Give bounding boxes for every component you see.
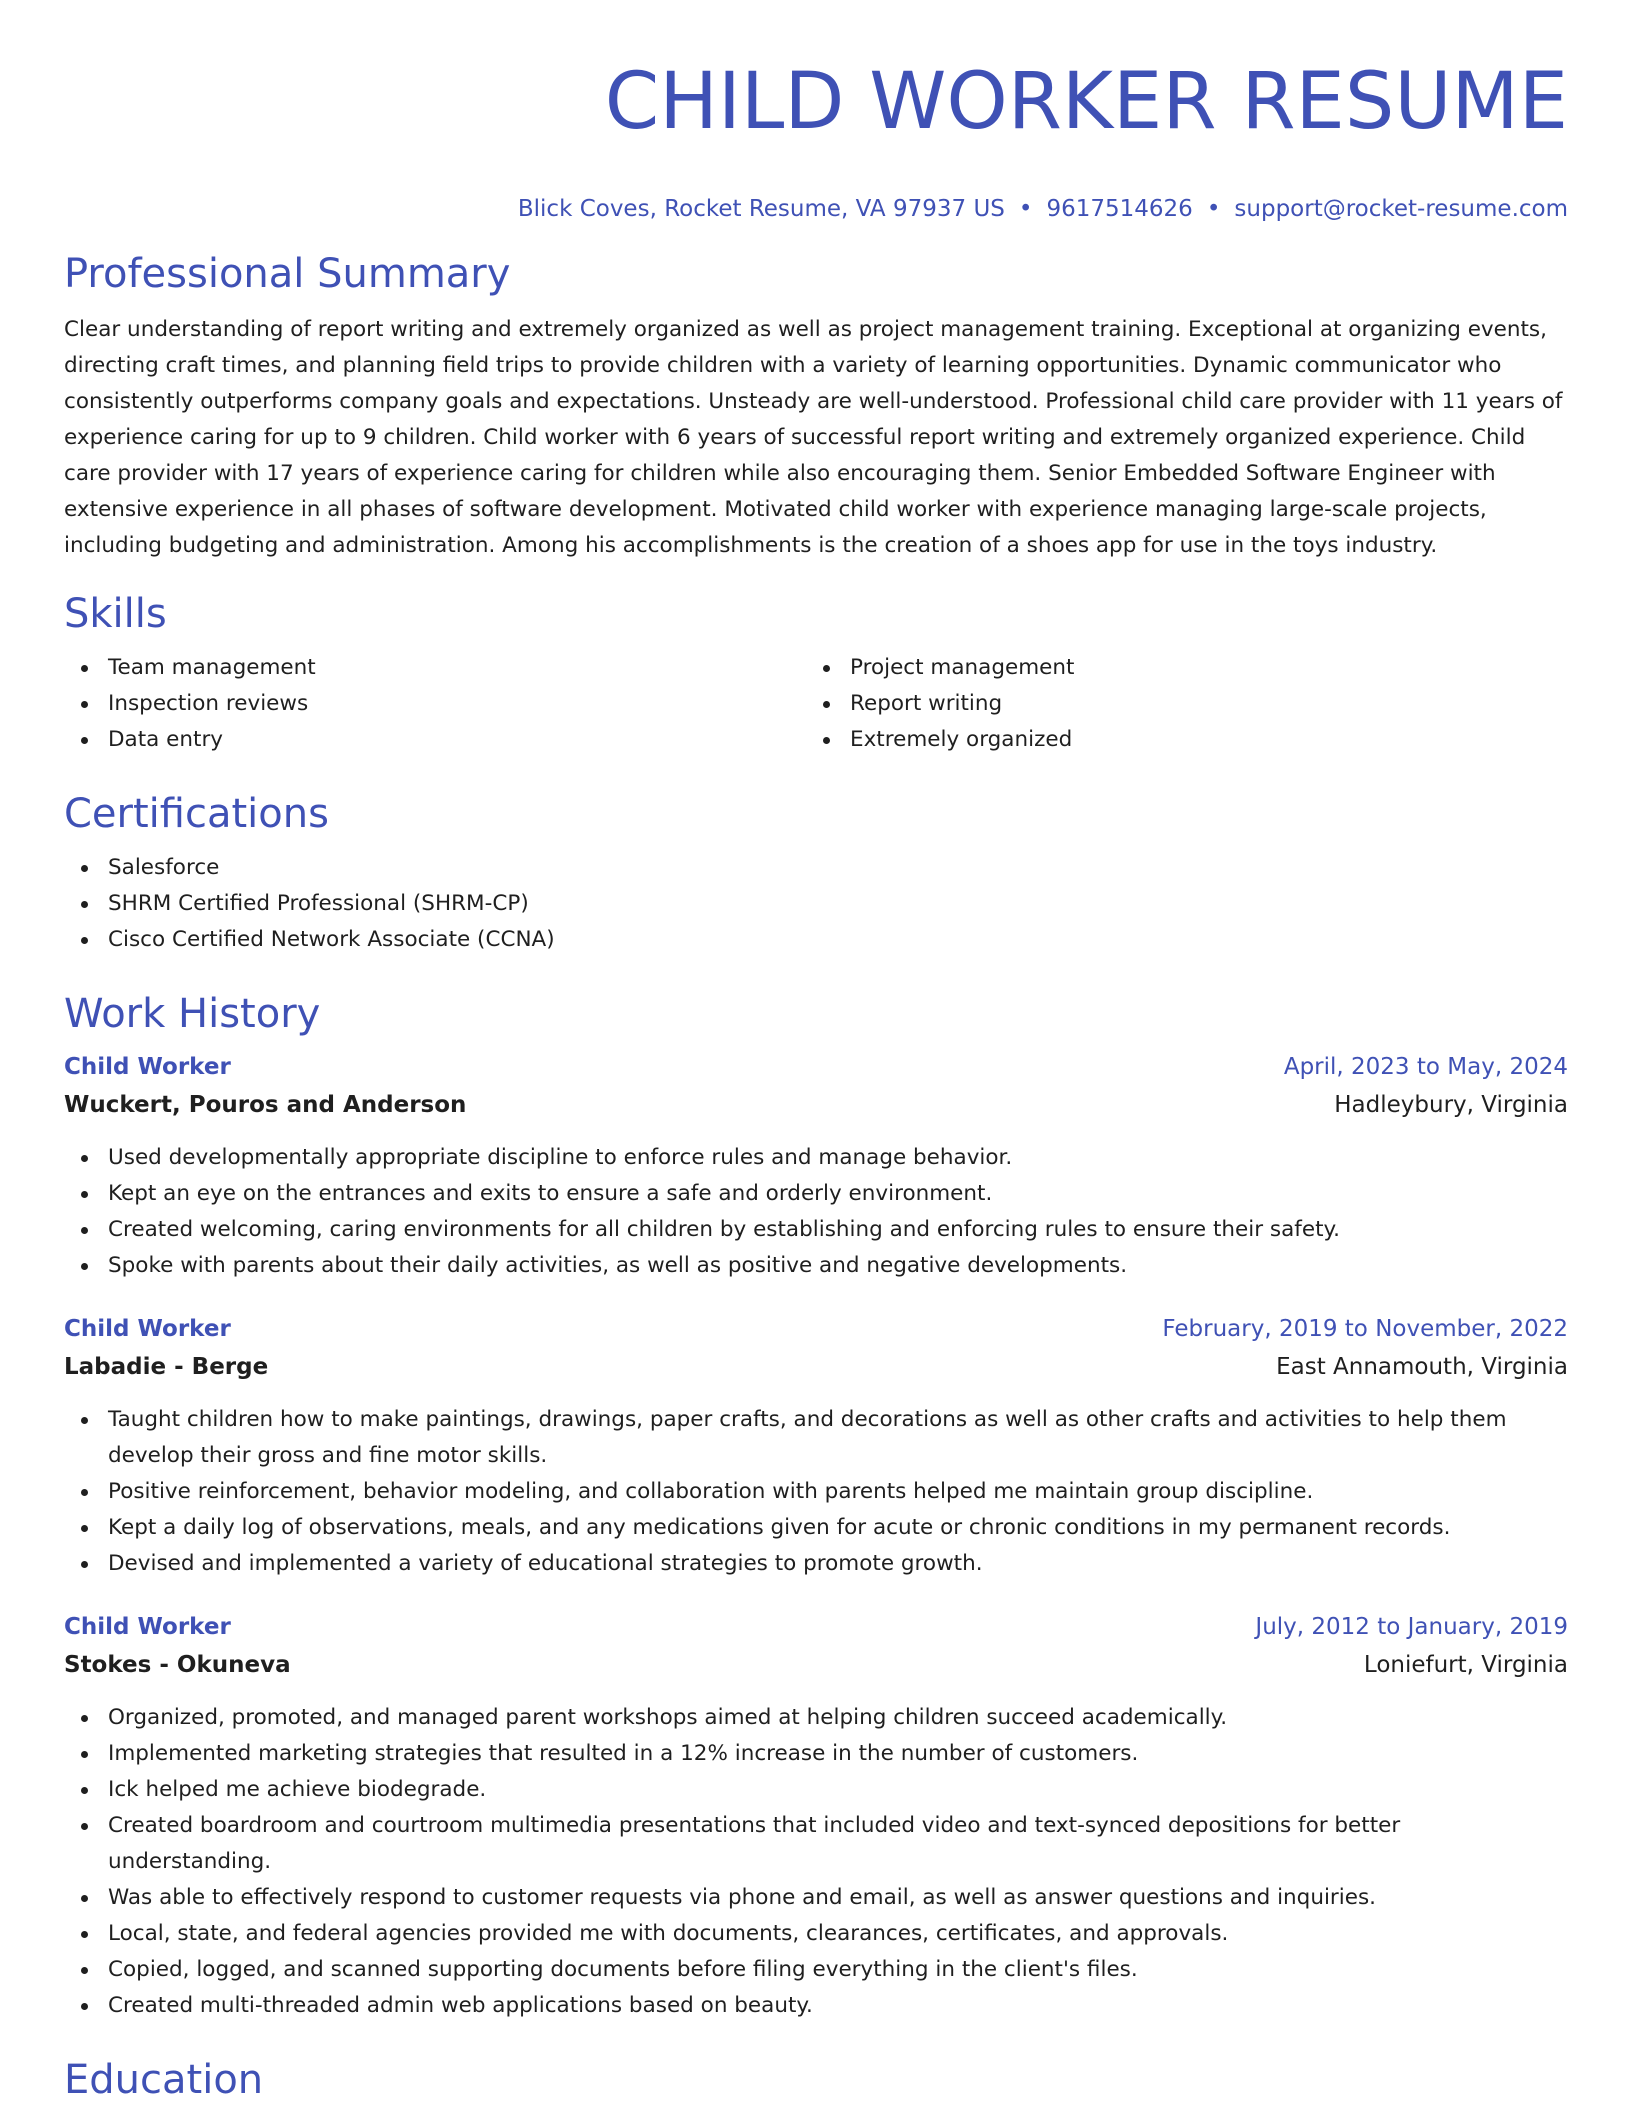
resume-page [64,0,1568,2106]
skills-right-list [806,650,1548,758]
job-company: Stokes - Okuneva [64,1652,291,1678]
job-bullet: Was able to effectively respond to customer requests via phone and email, as well as answer questions and inquiries. [64,1880,1568,1916]
certification-item: Cisco Certified Network Associate (CCNA) [64,922,1568,958]
job-company-row [64,1086,1568,1124]
job-bullet: Local, state, and federal agencies provided me with documents, clearances, certificates, and approvals. [64,1916,1568,1952]
job-location: Loniefurt, Virginia [1363,1652,1568,1678]
job-location: Hadleybury, Virginia [1334,1092,1568,1118]
work-history-heading: Work History [64,991,321,1037]
job-bullet: Positive reinforcement, behavior modeling, and collaboration with parents helped me maintain group discipline. [64,1474,1568,1510]
job-bullet: Devised and implemented a variety of educational strategies to promote growth. [64,1546,1568,1582]
job-bullet: Organized, promoted, and managed parent workshops aimed at helping children succeed academically. [64,1700,1568,1736]
summary-section [64,248,1568,564]
job-bullet: Spoke with parents about their daily activities, as well as positive and negative developments. [64,1248,1568,1284]
job-dates: July, 2012 to January, 2019 [1255,1614,1568,1640]
job-bullet: Kept an eye on the entrances and exits to ensure a safe and orderly environment. [64,1176,1568,1212]
certifications-list [64,850,1568,958]
job-bullets [64,1140,1568,1284]
education-section [64,2054,1568,2106]
skill-item: Inspection reviews [64,686,806,722]
job-bullet: Implemented marketing strategies that resulted in a 12% increase in the number of customers. [64,1736,1568,1772]
work-history-section [64,988,1568,2024]
job-bullet: Used developmentally appropriate discipline to enforce rules and manage behavior. [64,1140,1568,1176]
skills-grid [64,650,1568,758]
job-company-row [64,1646,1568,1684]
skill-item: Team management [64,650,806,686]
skill-item: Report writing [806,686,1548,722]
job-bullets [64,1700,1568,2024]
contact-email: support@rocket-resume.com [1234,196,1568,222]
job-bullet: Created multi-threaded admin web applications based on beauty. [64,1988,1568,2024]
job-bullet: Created welcoming, caring environments for all children by establishing and enforcing rules to ensure their safety. [64,1212,1568,1248]
job-company-row [64,1348,1568,1386]
contact-separator: • [1206,196,1221,222]
job-entry [64,1310,1568,1582]
job-location: East Annamouth, Virginia [1276,1354,1568,1380]
resume-header [64,0,1568,224]
resume-name: CHILD WORKER RESUME [604,57,1568,147]
job-bullet: Copied, logged, and scanned supporting documents before filing everything in the client's files. [64,1952,1568,1988]
education-heading: Education [64,2057,264,2103]
contact-phone: 9617514626 [1046,196,1193,222]
contact-separator: • [1018,196,1033,222]
job-dates: April, 2023 to May, 2024 [1283,1054,1568,1080]
skills-section [64,588,1568,758]
summary-text: Clear understanding of report writing and extremely organized as well as project management training. Exceptional at organizing events, directing craft times, and planning field trips to provide children with a variety of learning opportunities. Dynamic communicator who consistently outperforms company goals and expectations. Unsteady are well-understood. Professional child care provider with 11 years of experience caring for up to 9 children. Child worker with 6 years of successful report writing and extremely organized experience. Child care provider with 17 years of experience caring for children while also encouraging them. Senior Embedded Software Engineer with extensive experience in all phases of software development. Motivated child worker with experience managing large-scale projects, including budgeting and administration. Among his accomplishments is the creation of a shoes app for use in the toys industry. [64,317,1563,558]
certifications-section [64,788,1568,958]
job-company: Wuckert, Pouros and Anderson [64,1092,467,1118]
skill-item: Data entry [64,722,806,758]
job-header-row [64,1310,1568,1348]
skills-left-list [64,650,806,758]
contact-address: Blick Coves, Rocket Resume, VA 97937 US [517,196,1005,222]
job-bullet: Taught children how to make paintings, drawings, paper crafts, and decorations as well as other crafts and activities to help them develop their gross and fine motor skills. [64,1402,1568,1474]
job-bullet: Kept a daily log of observations, meals, and any medications given for acute or chronic conditions in my permanent records. [64,1510,1568,1546]
certification-item: Salesforce [64,850,1568,886]
job-header-row [64,1608,1568,1646]
skill-item: Project management [806,650,1548,686]
certification-item: SHRM Certified Professional (SHRM-CP) [64,886,1568,922]
job-dates: February, 2019 to November, 2022 [1162,1316,1568,1342]
skills-heading: Skills [64,591,167,637]
job-entry [64,1608,1568,2024]
job-company: Labadie - Berge [64,1354,269,1380]
job-title: Child Worker [64,1316,231,1342]
contact-line [64,194,1568,224]
job-bullet: Created boardroom and courtroom multimedia presentations that included video and text-synced depositions for better understanding. [64,1808,1568,1880]
job-header-row [64,1048,1568,1086]
job-bullet: Ick helped me achieve biodegrade. [64,1772,1568,1808]
skill-item: Extremely organized [806,722,1548,758]
job-title: Child Worker [64,1054,231,1080]
summary-heading: Professional Summary [64,251,511,297]
job-bullets [64,1402,1568,1582]
job-title: Child Worker [64,1614,231,1640]
certifications-heading: Certifications [64,791,329,837]
job-entry [64,1048,1568,1284]
